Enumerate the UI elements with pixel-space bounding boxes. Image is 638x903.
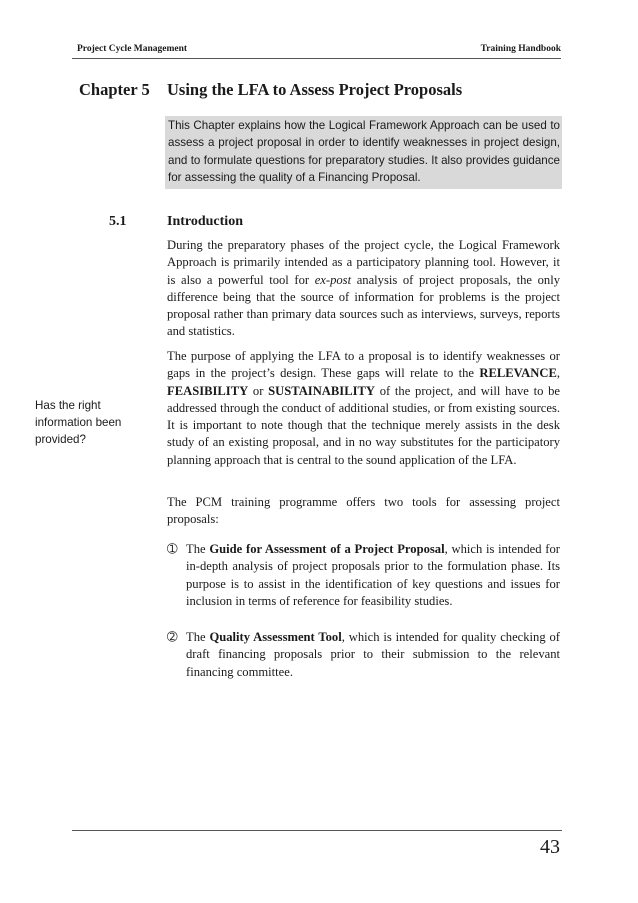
list-item-text [167,541,560,610]
keyword-sustainability: SUSTAINABILITY [268,383,375,398]
chapter-label: Chapter 5 [79,80,150,99]
chapter-title: Using the LFA to Assess Project Proposals [167,80,463,99]
paragraph-text: During the preparatory phases of the project cycle, the Logical Framework Approach is primarily intended as a participatory planning tool. However, it is also a powerful tool for [167,238,560,287]
running-header-title: Project Cycle Management [77,44,188,54]
paragraph-text: of the project, and will have to be addressed through the conduct of additional studies, or from existing sources. It is important to note though that the technique merely assists in the desk study of an existing proposal, and in no way substitutes for the participatory planning approach that is central to the sound application of the LFA. [167,383,560,467]
list-item-text [167,629,560,681]
paragraph-text: The purpose of applying the LFA to a proposal is to identify weaknesses or gaps in the project’s design. These gaps will relate to the [167,349,560,381]
list-item-description: , which is intended for quality checking of draft financing proposals prior to their submission to the relevant financing committee. [186,630,560,679]
list-item-description: , which is intended for in-depth analysis of project proposals prior to the formulation phase. Its purpose is to assist in the identification of key questions and issues for inclusion in terms of reference for feasibility studies. [186,542,560,608]
header-divider [72,58,561,59]
paragraph-purpose [167,348,560,469]
running-header-book: Training Handbook [480,44,561,54]
circled-two-icon: ➁ [167,630,178,644]
keyword-relevance: RELEVANCE [479,366,557,381]
emphasis-ex-post: ex-post [314,272,352,287]
list-item-assessment-guide [167,541,560,610]
list-item-quality-tool [167,629,560,681]
tool-name: Quality Assessment Tool [209,630,342,644]
chapter-summary-box: This Chapter explains how the Logical Framework Approach can be used to assess a project proposal in order to identify weaknesses in project design, and to formulate questions for preparatory studies. It also provides guidance for assessing the quality of a Financing Proposal. [165,116,562,189]
tool-name: Guide for Assessment of a Project Proposal [209,542,445,556]
paragraph-tools-intro: The PCM training programme offers two tools for assessing project proposals: [167,495,560,527]
page-number: 43 [540,836,560,858]
margin-note: Has the right information been provided? [35,399,122,446]
circled-one-icon: ➀ [167,542,178,556]
section-number: 5.1 [109,214,127,229]
separator-text: , [556,366,560,381]
separator-text: or [248,383,269,398]
paragraph-introduction [167,237,560,341]
list-item-prefix: The [186,542,210,556]
footer-divider [72,830,562,831]
paragraph-text: analysis of project proposals, the only difference being that the source of information for problems is the project proposal rather than primary data sources such as interviews, surveys, reports and statistics. [167,272,560,339]
section-title: Introduction [167,214,243,229]
list-item-prefix: The [186,630,210,644]
keyword-feasibility: FEASIBILITY [167,383,249,398]
